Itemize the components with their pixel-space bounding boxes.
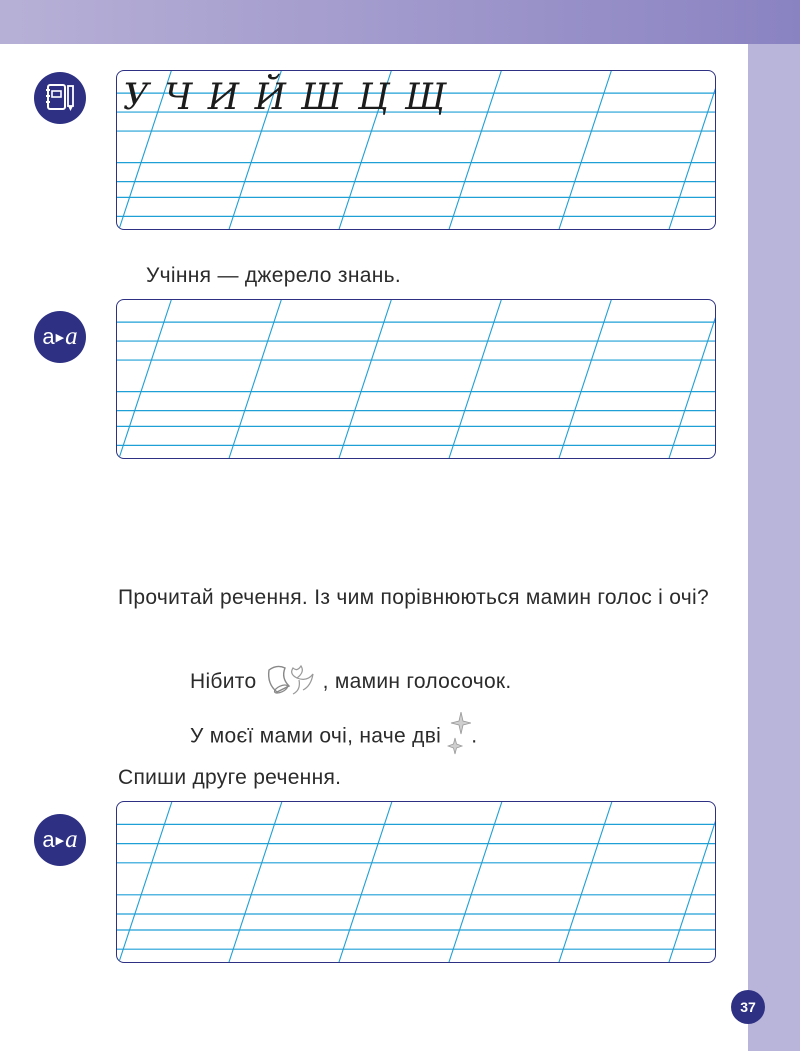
notebook-pencil-icon: [34, 72, 86, 124]
cursive-capital-letters: У Ч И Й Ш Ц Щ: [123, 77, 448, 118]
writing-area-1[interactable]: [116, 70, 716, 230]
proverb-text: Учіння — джерело знань.: [146, 264, 402, 287]
sentence-2-end: .: [471, 724, 478, 748]
copy-instruction: Спиши друге речення.: [118, 766, 342, 789]
cursive-letter: а: [65, 826, 78, 853]
sentence-1-start: Нібито: [190, 670, 257, 694]
side-margin-strip: [748, 44, 800, 1051]
sentence-1: [190, 662, 512, 703]
writing-area-3[interactable]: [116, 801, 716, 963]
cursive-letter: а: [65, 323, 78, 350]
print-to-cursive-icon: [34, 311, 86, 363]
sentence-1-end: , мамин голосочок.: [322, 670, 512, 694]
task-instruction: Прочитай речення. Із чим порівнюються мамин голос і очі?: [118, 586, 709, 609]
writing-area-2[interactable]: [116, 299, 716, 459]
page-number: 37: [731, 990, 765, 1024]
sentence-2-start: У моєї мами очі, наче дві: [190, 724, 442, 748]
arrow-icon: ▶: [55, 331, 65, 344]
print-letter: а: [42, 827, 55, 852]
print-to-cursive-icon: [34, 814, 86, 866]
top-header-bar: [0, 0, 800, 44]
sentence-2: [190, 712, 477, 762]
arrow-icon: ▶: [55, 834, 65, 847]
stars-icon: [447, 712, 471, 762]
print-letter: а: [42, 324, 55, 349]
bell-icon: [263, 662, 323, 703]
